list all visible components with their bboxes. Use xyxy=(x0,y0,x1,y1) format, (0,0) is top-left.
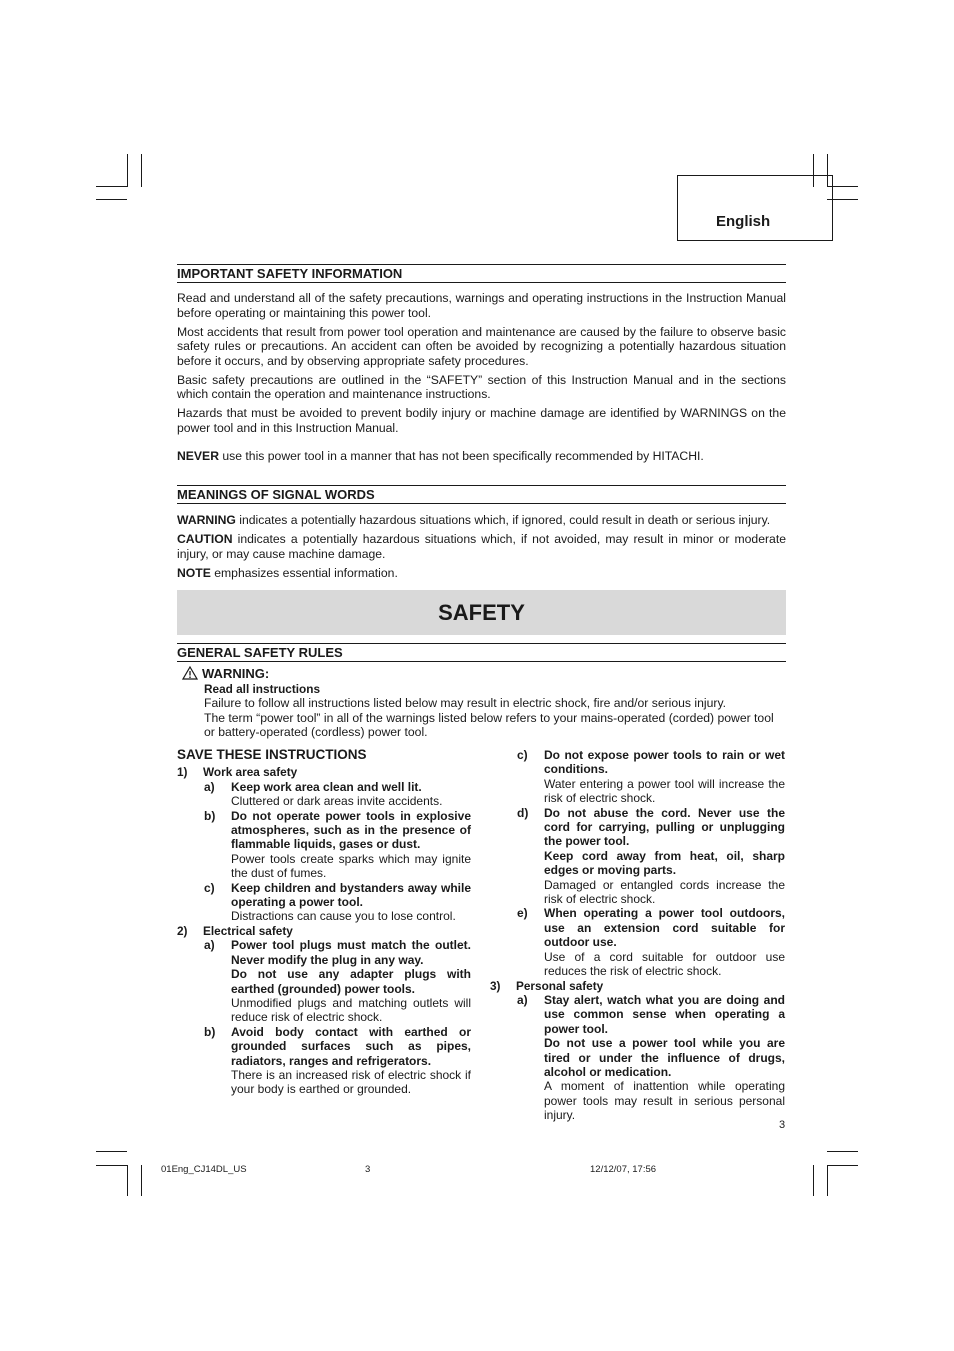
crop-mark xyxy=(96,199,127,200)
item-bold: Do not expose power tools to rain or wet conditions. xyxy=(544,748,785,777)
list-item xyxy=(177,924,471,938)
item-text: Water entering a power tool will increase the risk of electric shock. xyxy=(544,776,785,806)
item-bold: Keep cord away from heat, oil, sharp edges or moving parts. xyxy=(544,848,785,878)
list-item xyxy=(177,780,471,809)
list-item xyxy=(177,809,471,881)
caution-word: CAUTION xyxy=(177,532,233,546)
crop-mark xyxy=(96,1165,127,1166)
paragraph xyxy=(177,449,786,464)
item-number: a) xyxy=(517,992,528,1007)
important-body xyxy=(177,291,786,468)
paragraph xyxy=(177,532,786,561)
item-bold: Avoid body contact with earthed or grounded surfaces such as pipes, radiators, ranges and refrigerators. xyxy=(231,1024,471,1068)
warning-body xyxy=(204,682,786,740)
warning-label: WARNING: xyxy=(202,666,270,681)
item-text: A moment of inattention while operating power tools may result in serious personal injury. xyxy=(544,1079,785,1123)
paragraph: Read and understand all of the safety precautions, warnings and operating instructions in the Instruction Manual before operating or maintaining this power tool. xyxy=(177,291,786,320)
crop-mark xyxy=(141,154,142,187)
footer-date: 12/12/07, 17:56 xyxy=(590,1164,657,1175)
never-word: NEVER xyxy=(177,449,219,463)
important-heading: IMPORTANT SAFETY INFORMATION xyxy=(177,264,786,283)
note-text: emphasizes essential information. xyxy=(210,565,398,580)
item-text: Distractions can cause you to lose control. xyxy=(231,909,456,924)
warning-word: WARNING xyxy=(177,513,236,527)
item-number: 1) xyxy=(177,765,188,780)
safety-banner: SAFETY xyxy=(177,590,786,635)
item-bold: Do not operate power tools in explosive atmospheres, such as in the presence of flammable liquids, gases or dust. xyxy=(231,808,471,852)
crop-mark xyxy=(96,186,127,187)
item-bold: Do not use any adapter plugs with earthed (grounded) power tools. xyxy=(231,967,471,996)
warning-line: The term “power tool” in all of the warnings listed below refers to your mains-operated (corded) power tool or battery-operated (cordless) power tool. xyxy=(204,710,774,739)
paragraph: Hazards that must be avoided to prevent bodily injury or machine damage are identified by WARNINGS on the power tool and in this Instruction Manual. xyxy=(177,406,786,435)
item-bold: Keep work area clean and well lit. xyxy=(231,779,422,794)
crop-mark xyxy=(96,1151,127,1152)
left-column xyxy=(177,748,471,1097)
item-number: 3) xyxy=(490,978,501,993)
item-number: a) xyxy=(204,938,215,953)
general-warning xyxy=(182,666,786,740)
page-number: 3 xyxy=(779,1119,786,1131)
crop-mark xyxy=(813,1165,814,1196)
read-all: Read all instructions xyxy=(204,681,321,696)
crop-mark xyxy=(827,1165,828,1196)
item-text: Use of a cord suitable for outdoor use reduces the risk of electric shock. xyxy=(544,949,785,979)
crop-mark xyxy=(141,1165,142,1196)
item-text: Power tools create sparks which may ignite the dust of fumes. xyxy=(231,851,471,881)
warning-line: Failure to follow all instructions listed below may result in electric shock, fire and/or serious injury. xyxy=(204,696,727,710)
footer-file: 01Eng_CJ14DL_US xyxy=(161,1164,247,1175)
caution-text: indicates a potentially hazardous situations which, if not avoided, may result in minor or moderate injury, or may cause machine damage. xyxy=(177,532,786,561)
list-item xyxy=(490,806,785,907)
item-number: b) xyxy=(204,1024,216,1039)
item-text: There is an increased risk of electric shock if your body is earthed or grounded. xyxy=(231,1067,471,1097)
save-instructions-heading: SAVE THESE INSTRUCTIONS xyxy=(177,747,367,762)
item-text: Damaged or entangled cords increase the risk of electric shock. xyxy=(544,877,785,907)
item-title: Personal safety xyxy=(516,978,604,993)
item-number: c) xyxy=(517,748,528,762)
item-bold: Do not use a power tool while you are tired or under the influence of drugs, alcohol or medication. xyxy=(544,1036,785,1079)
item-text: Cluttered or dark areas invite accidents. xyxy=(231,794,443,809)
list-item xyxy=(490,906,785,978)
item-text: Unmodified plugs and matching outlets will reduce risk of electric shock. xyxy=(231,995,471,1025)
item-number: b) xyxy=(204,808,216,823)
item-number: 2) xyxy=(177,923,188,938)
language-tab xyxy=(677,175,833,241)
list-item xyxy=(490,748,785,806)
warning-text: indicates a potentially hazardous situations which, if ignored, could result in death or serious injury. xyxy=(235,513,771,527)
list-item xyxy=(177,938,471,1024)
item-number: a) xyxy=(204,779,215,794)
signal-heading: MEANINGS OF SIGNAL WORDS xyxy=(177,485,786,504)
item-bold: Stay alert, watch what you are doing and use common sense when operating a power tool. xyxy=(544,992,785,1036)
item-bold: Power tool plugs must match the outlet. Never modify the plug in any way. xyxy=(231,938,471,967)
paragraph xyxy=(177,566,786,581)
paragraph: Most accidents that result from power tool operation and maintenance are caused by the failure to observe basic safety rules or precautions. An accident can often be avoided by recognizing a potentially hazardous situation before it occurs, and by observing appropriate safety procedures. xyxy=(177,324,786,368)
crop-mark xyxy=(827,1165,858,1166)
item-number: e) xyxy=(517,906,528,921)
paragraph xyxy=(177,513,786,528)
general-heading: GENERAL SAFETY RULES xyxy=(177,643,786,662)
item-bold: Keep children and bystanders away while operating a power tool. xyxy=(231,880,471,910)
item-bold: When operating a power tool outdoors, use an extension cord suitable for outdoor use. xyxy=(544,906,785,950)
right-column xyxy=(490,748,785,1123)
warning-triangle-icon xyxy=(182,666,198,680)
list-item xyxy=(490,993,785,1123)
item-bold: Do not abuse the cord. Never use the cord for carrying, pulling or unplugging the power tool. xyxy=(544,805,785,849)
crop-mark xyxy=(127,154,128,187)
list-item xyxy=(177,1025,471,1097)
crop-mark xyxy=(827,1151,858,1152)
list-item xyxy=(177,765,471,779)
list-item xyxy=(177,881,471,924)
never-text: use this power tool in a manner that has not been specifically recommended by HITACHI. xyxy=(219,449,704,463)
item-title: Electrical safety xyxy=(203,923,293,938)
paragraph: Basic safety precautions are outlined in the “SAFETY” section of this Instruction Manual and in the sections which contain the operation and maintenance instructions. xyxy=(177,372,786,401)
warning-title xyxy=(182,666,786,682)
signal-body xyxy=(177,513,786,585)
note-word: NOTE xyxy=(177,565,211,580)
footer-page: 3 xyxy=(365,1164,371,1175)
item-number: c) xyxy=(204,880,215,895)
item-title: Work area safety xyxy=(203,765,298,780)
language-label: English xyxy=(716,213,771,230)
crop-mark xyxy=(127,1165,128,1196)
item-number: d) xyxy=(517,805,529,820)
list-item xyxy=(490,979,785,993)
